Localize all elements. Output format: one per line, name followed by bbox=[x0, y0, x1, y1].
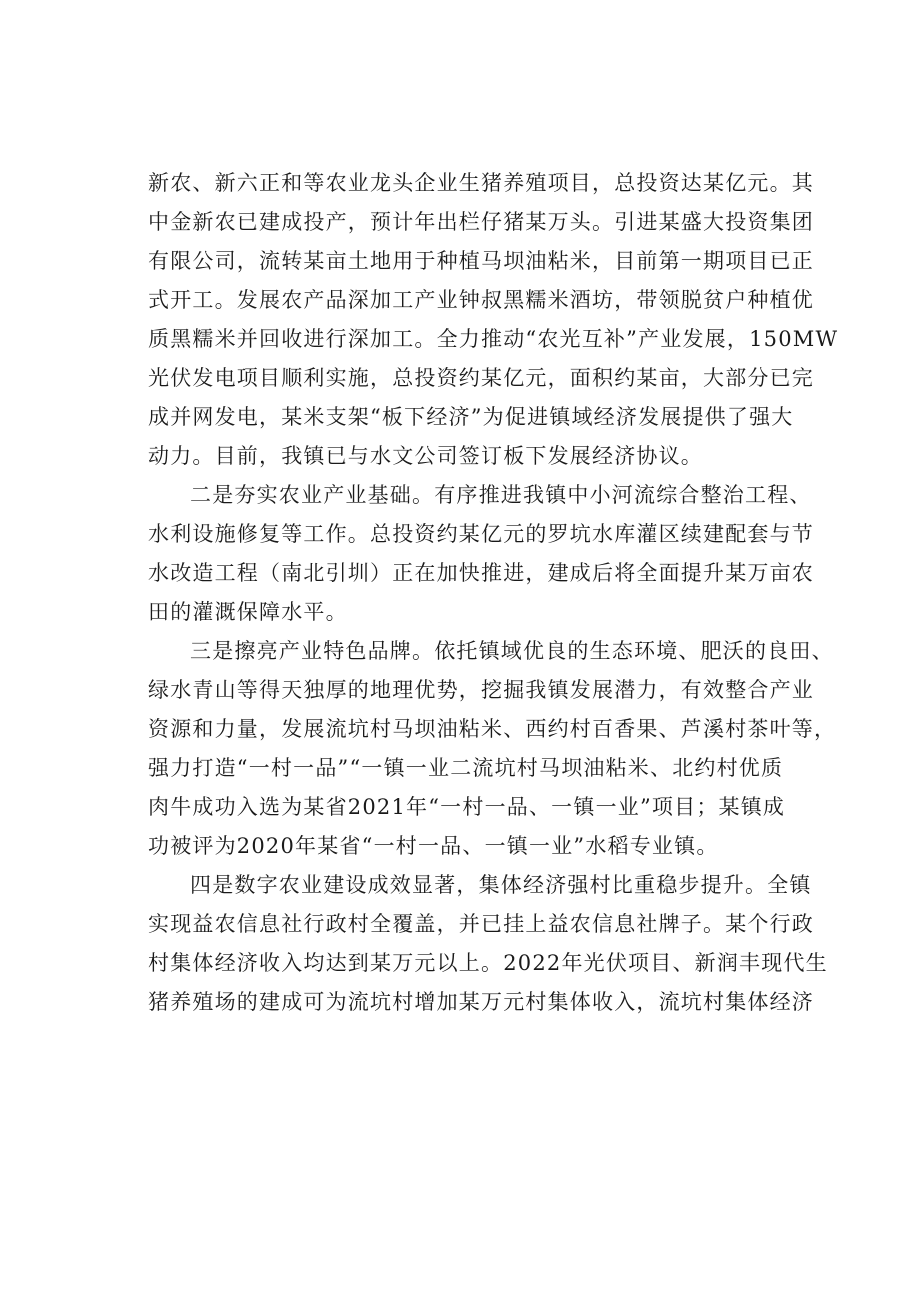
text-line: 资源和力量，发展流坑村马坝油粘米、西约村百香果、芦溪村茶叶等， bbox=[148, 717, 837, 741]
text-line: 新农、新六正和等农业龙头企业生猪养殖项目，总投资达某亿元。其 bbox=[148, 171, 814, 195]
paragraph-2 bbox=[148, 476, 814, 632]
text-line: 中金新农已建成投产，预计年出栏仔猪某万头。引进某盛大投资集团 bbox=[148, 210, 814, 234]
text-line: 三是擦亮产业特色品牌。依托镇域优良的生态环境、肥沃的良田、 bbox=[190, 639, 834, 663]
text-line: 光伏发电项目顺利实施，总投资约某亿元，面积约某亩，大部分已完 bbox=[148, 366, 814, 390]
text-line: 有限公司，流转某亩土地用于种植马坝油粘米，目前第一期项目已正 bbox=[148, 249, 814, 273]
text-line: 质黑糯米并回收进行深加工。全力推动“农光互补”产业发展，150MW bbox=[148, 327, 839, 351]
text-line: 田的灌溉保障水平。 bbox=[148, 600, 348, 624]
text-line: 式开工。发展农产品深加工产业钟叔黑糯米酒坊，带领脱贫户种植优 bbox=[148, 288, 814, 312]
paragraph-4 bbox=[148, 866, 828, 1022]
text-line: 强力打造“一村一品”“一镇一业二流坑村马坝油粘米、北约村优质 bbox=[148, 756, 784, 780]
paragraph-3 bbox=[148, 632, 837, 866]
text-line: 猪养殖场的建成可为流坑村增加某万元村集体收入，流坑村集体经济 bbox=[148, 990, 814, 1014]
paragraph-1 bbox=[148, 164, 839, 476]
text-line: 功被评为2020年某省“一村一品、一镇一业”水稻专业镇。 bbox=[148, 834, 719, 858]
text-line: 村集体经济收入均达到某万元以上。2022年光伏项目、新润丰现代生 bbox=[148, 951, 828, 975]
text-line: 水利设施修复等工作。总投资约某亿元的罗坑水库灌区续建配套与节 bbox=[148, 522, 814, 546]
text-line: 动力。目前，我镇已与水文公司签订板下发展经济协议。 bbox=[148, 444, 703, 468]
text-line: 水改造工程（南北引圳）正在加快推进，建成后将全面提升某万亩农 bbox=[148, 561, 814, 585]
text-line: 实现益农信息社行政村全覆盖，并已挂上益农信息社牌子。某个行政 bbox=[148, 912, 814, 936]
text-line: 四是数字农业建设成效显著，集体经济强村比重稳步提升。全镇 bbox=[190, 873, 812, 897]
text-line: 肉牛成功入选为某省2021年“一村一品、一镇一业”项目；某镇成 bbox=[148, 795, 786, 819]
text-line: 绿水青山等得天独厚的地理优势，挖掘我镇发展潜力，有效整合产业 bbox=[148, 678, 814, 702]
text-line: 二是夯实农业产业基础。有序推进我镇中小河流综合整治工程、 bbox=[190, 483, 812, 507]
body-text bbox=[148, 164, 839, 1022]
text-line: 成并网发电，某米支架“板下经济”为促进镇域经济发展提供了强大 bbox=[148, 405, 794, 429]
